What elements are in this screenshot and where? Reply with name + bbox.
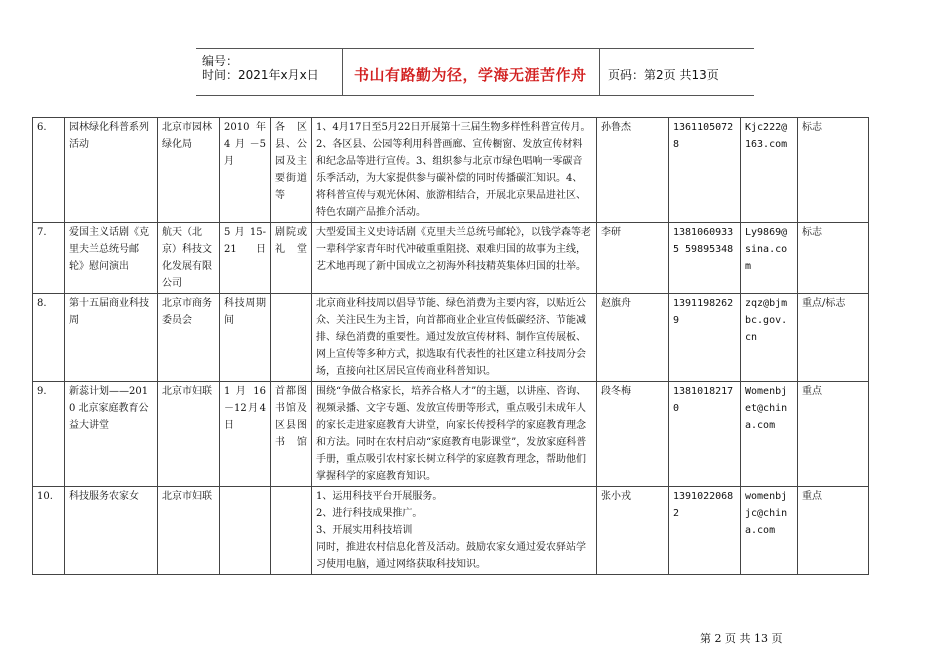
activity-content: 1、运用科技平台开展服务。 2、进行科技成果推广。 3、开展实用科技培训 同时，推进农村信息化普及活动。鼓励农家女通过爱农驿站学习使用电脑，通过网络获取科技知识。 xyxy=(312,487,597,575)
contact-person: 张小戎 xyxy=(597,487,669,575)
table-row xyxy=(33,294,869,382)
activity-content: 大型爱国主义史诗话剧《克里夫兰总统号邮轮》，以钱学森等老一辈科学家青年时代冲破重重阻挠、艰难归国的故事为主线，艺术地再现了新中国成立之初海外科技精英集体归国的壮举。 xyxy=(312,223,597,294)
page-header xyxy=(196,48,754,96)
page-footer: 第 2 页 共 13 页 xyxy=(700,632,783,645)
activity-name: 第十五届商业科技周 xyxy=(65,294,158,382)
activity-content: 北京商业科技周以倡导节能、绿色消费为主要内容，以贴近公众、关注民生为主旨，向首都商业企业宣传低碳经济、节能减排、绿色消费的重要性。通过发放宣传材料、制作宣传展板、网上宣传等多种方式，拟选取有代表性的社区建立科技周分会场，直接向社区居民宣传商业科普知识。 xyxy=(312,294,597,382)
table-row xyxy=(33,118,869,223)
table-row xyxy=(33,382,869,487)
number-label: 编号： xyxy=(202,54,239,68)
contact-email: Ly9869@sina.com xyxy=(741,223,798,294)
contact-email: Womenbjet@china.com xyxy=(741,382,798,487)
row-number: 8. xyxy=(33,294,65,382)
row-number: 9. xyxy=(33,382,65,487)
organizer: 北京市园林绿化局 xyxy=(158,118,220,223)
activity-place xyxy=(271,487,312,575)
time-label: 时间：2021年x月x日 xyxy=(202,68,319,82)
organizer: 北京市妇联 xyxy=(158,487,220,575)
activity-name: 爱国主义话剧《克里夫兰总统号邮轮》慰问演出 xyxy=(65,223,158,294)
remark: 标志 xyxy=(798,223,869,294)
activity-place: 各 区县、公园及主要街道等 xyxy=(271,118,312,223)
remark: 标志 xyxy=(798,118,869,223)
organizer: 北京市商务委员会 xyxy=(158,294,220,382)
contact-email: zqz@bjmbc.gov.cn xyxy=(741,294,798,382)
contact-person: 赵旗舟 xyxy=(597,294,669,382)
remark: 重点/标志 xyxy=(798,294,869,382)
activity-table xyxy=(32,117,869,575)
remark: 重点 xyxy=(798,487,869,575)
contact-phone: 13910220682 xyxy=(669,487,741,575)
header-info-cell xyxy=(196,49,343,95)
activity-place xyxy=(271,294,312,382)
organizer: 北京市妇联 xyxy=(158,382,220,487)
activity-time: 2010 年 4月－5月 xyxy=(220,118,271,223)
contact-phone: 13810609335 59895348 xyxy=(669,223,741,294)
contact-phone: 13810182170 xyxy=(669,382,741,487)
activity-time: 5 月 15-21日 xyxy=(220,223,271,294)
activity-content: 1、4月17日至5月22日开展第十三届生物多样性科普宣传月。2、各区县、公园等利用科普画廊、宣传橱窗、发放宣传材料和纪念品等进行宣传。3、组织参与北京市绿色唱响一零碳音乐季活动，为大家提供参与碳补偿的同时传播碳汇知识。4、将科普宣传与观光休闲、旅游相结合，开展北京果品进社区、特色农副产品推介活动。 xyxy=(312,118,597,223)
contact-person: 段冬梅 xyxy=(597,382,669,487)
contact-email: womenbjjc@china.com xyxy=(741,487,798,575)
header-motto: 书山有路勤为径，学海无涯苦作舟 xyxy=(354,66,587,84)
contact-phone: 13611050728 xyxy=(669,118,741,223)
row-number: 10. xyxy=(33,487,65,575)
activity-time: 科技周期间 xyxy=(220,294,271,382)
activity-time xyxy=(220,487,271,575)
activity-name: 园林绿化科普系列活动 xyxy=(65,118,158,223)
activity-name: 新蕊计划——2010 北京家庭教育公益大讲堂 xyxy=(65,382,158,487)
remark: 重点 xyxy=(798,382,869,487)
contact-email: Kjc222@163.com xyxy=(741,118,798,223)
contact-phone: 13911982629 xyxy=(669,294,741,382)
contact-person: 李研 xyxy=(597,223,669,294)
activity-time: 1 月 16－12月4日 xyxy=(220,382,271,487)
table-row xyxy=(33,223,869,294)
organizer: 航天（北京）科技文化发展有限公司 xyxy=(158,223,220,294)
activity-name: 科技服务农家女 xyxy=(65,487,158,575)
activity-place: 剧院或礼堂 xyxy=(271,223,312,294)
activity-content: 围绕“争做合格家长，培养合格人才”的主题，以讲座、咨询、视频录播、文字专题、发放宣传册等形式，重点吸引未成年人的家长走进家庭教育大讲堂，向家长传授科学的家庭教育理念和方法。同时在农村启动“家庭教育电影课堂”，发放家庭科普手册，重点吸引农村家长树立科学的家庭教育理念，帮助他们掌握科学的家庭教育知识。 xyxy=(312,382,597,487)
page-number-label: 页码：第2页 共13页 xyxy=(608,68,719,82)
table-row xyxy=(33,487,869,575)
activity-place: 首都图书馆及区县图书馆 xyxy=(271,382,312,487)
contact-person: 孙鲁杰 xyxy=(597,118,669,223)
row-number: 7. xyxy=(33,223,65,294)
header-page-cell xyxy=(599,49,755,95)
row-number: 6. xyxy=(33,118,65,223)
